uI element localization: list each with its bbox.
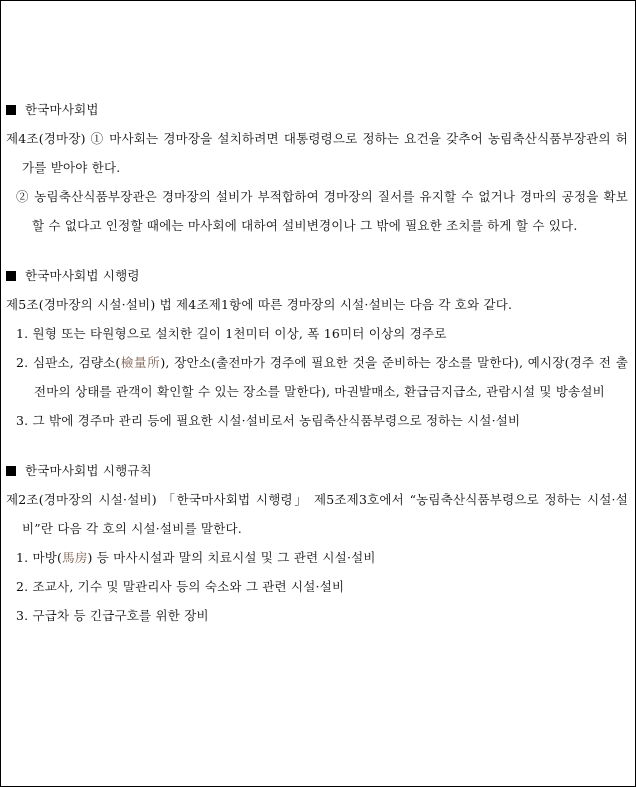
section-enforcement-rules <box>6 456 628 630</box>
black-square-icon <box>6 466 16 476</box>
document-body <box>6 95 628 651</box>
item-text: ), 장안소(출전마가 경주에 필요한 것을 준비하는 장소를 말한다), 예시장(경주 전 출전마의 상태를 관객이 확인할 수 있는 장소를 말한다), 마권발매소, 환급금지급소, 관람시설 및 방송설비 <box>34 355 628 399</box>
article-5-intro: 제5조(경마장의 시설·설비) 법 제4조제1항에 따른 경마장의 시설·설비는 다음 각 호와 같다. <box>6 297 513 312</box>
item-text: ) 등 마사시설과 말의 치료시설 및 그 관련 시설·설비 <box>87 550 376 565</box>
section-heading-text: 한국마사회법 <box>25 102 99 117</box>
item-text: 2. 심판소, 검량소( <box>16 355 121 370</box>
section-heading <box>6 261 628 290</box>
section-heading-text: 한국마사회법 시행령 <box>25 268 140 283</box>
black-square-icon <box>6 271 16 281</box>
article-2-item-1 <box>6 543 628 572</box>
section-act <box>6 95 628 240</box>
article-5-item-1: 1. 원형 또는 타원형으로 설치한 길이 1천미터 이상, 폭 16미터 이상의 경주로 <box>16 326 447 341</box>
article-2-intro: 제2조(경마장의 시설·설비) 「한국마사회법 시행령」 제5조제3호에서 “농림축산식품부령으로 정하는 시설·설비”란 다음 각 호의 시설·설비를 말한다. <box>6 492 628 536</box>
article-5-item-2 <box>6 348 628 406</box>
hanja-text: 馬房 <box>62 550 88 565</box>
section-heading-text: 한국마사회법 시행규칙 <box>25 463 152 478</box>
article-4-paragraph-1: 제4조(경마장) ① 마사회는 경마장을 설치하려면 대통령령으로 정하는 요건을 갖추어 농림축산식품부장관의 허가를 받아야 한다. <box>6 131 628 175</box>
section-heading <box>6 456 628 485</box>
section-heading <box>6 95 628 124</box>
black-square-icon <box>6 105 16 115</box>
article-2-item-2: 2. 조교사, 기수 및 말관리사 등의 숙소와 그 관련 시설·설비 <box>16 579 345 594</box>
item-text: 1. 마방( <box>16 550 63 565</box>
section-enforcement-decree <box>6 261 628 435</box>
article-5-item-3: 3. 그 밖에 경주마 관리 등에 필요한 시설·설비로서 농림축산식품부령으로 정하는 시설·설비 <box>16 413 521 428</box>
article-4-paragraph-2: ② 농림축산식품부장관은 경마장의 설비가 부적합하여 경마장의 질서를 유지할 수 없거나 경마의 공정을 확보할 수 없다고 인정할 때에는 마사회에 대하여 설비변경이나 그 밖에 필요한 조치를 하게 할 수 있다. <box>16 189 628 233</box>
article-2-item-3: 3. 구급차 등 긴급구호를 위한 장비 <box>16 608 209 623</box>
hanja-text: 檢量所 <box>120 355 161 370</box>
